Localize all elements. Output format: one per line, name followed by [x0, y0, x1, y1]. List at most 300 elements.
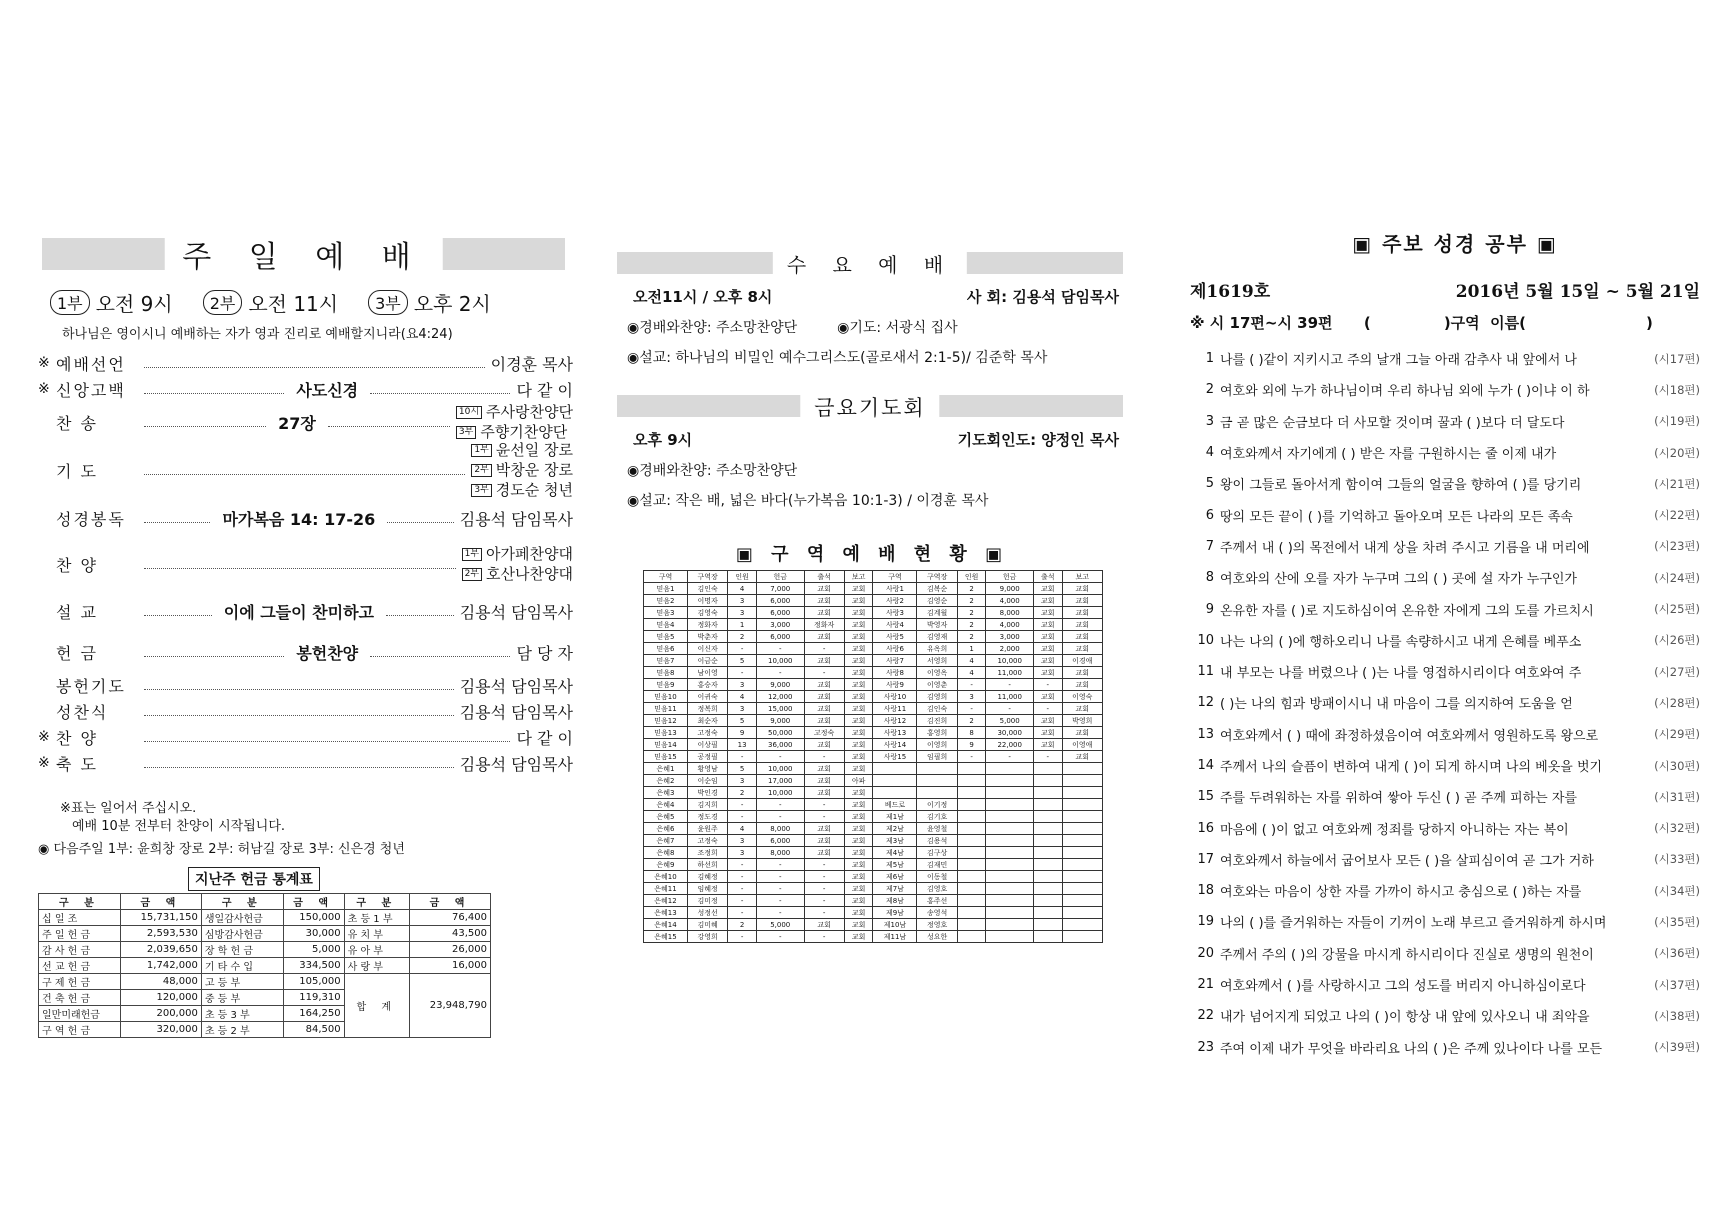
district-cell: 김계월	[917, 607, 957, 619]
district-cell	[986, 859, 1034, 871]
service-tag: 1부	[462, 548, 482, 561]
district-cell: 사랑15	[873, 751, 917, 763]
sunday-title: 주 일 예 배	[164, 232, 443, 276]
district-cell: 공정필	[688, 751, 728, 763]
question-number: 14	[1197, 758, 1214, 773]
question-item	[1190, 625, 1700, 656]
offering-cell: 유 아 부	[344, 942, 409, 958]
service-time-text: 오전 11시	[248, 292, 339, 316]
district-cell: 교회	[844, 799, 873, 811]
district-cell: 이기정	[917, 799, 957, 811]
order-leader: 김용석 담임목사	[459, 754, 573, 774]
district-cell	[957, 823, 986, 835]
offering-cell: 선 교 헌 금	[39, 958, 121, 974]
issue-number: 제1619호	[1190, 282, 1271, 302]
question-text: 땅의 모든 끝이 ( )를 기억하고 돌아오며 모든 나라의 모든 족속	[1220, 509, 1573, 525]
district-header-row	[644, 571, 1103, 583]
friday-title-bar	[617, 395, 1123, 420]
district-cell: 3,000	[986, 631, 1034, 643]
district-cell: 교회	[1062, 679, 1102, 691]
bible-study-column	[1190, 228, 1700, 1063]
order-person	[456, 422, 573, 442]
district-cell: 교회	[844, 907, 873, 919]
district-cell: 7,000	[756, 583, 804, 595]
question-ref: (시31편)	[1654, 789, 1700, 804]
district-cell: 박인경	[688, 787, 728, 799]
district-cell: 5	[728, 655, 757, 667]
district-cell	[986, 763, 1034, 775]
district-cell: 믿음13	[644, 727, 688, 739]
district-cell	[957, 787, 986, 799]
district-cell: 믿음2	[644, 595, 688, 607]
district-cell: 은혜4	[644, 799, 688, 811]
offering-cell: 43,500	[409, 926, 490, 942]
district-row	[644, 691, 1103, 703]
question-text: 내가 넘어지게 되었고 나의 ( )이 항상 내 앞에 있사오니 내 죄악을	[1220, 1010, 1590, 1026]
district-header-cell: 보고	[1062, 571, 1102, 583]
district-table	[643, 570, 1103, 943]
service-tag: 1부	[471, 444, 491, 457]
district-header-cell: 구역장	[688, 571, 728, 583]
offering-cell: 구 제 헌 금	[39, 974, 121, 990]
order-label: 찬 양	[56, 728, 98, 748]
offering-cell: 84,500	[283, 1022, 344, 1038]
district-cell	[986, 811, 1034, 823]
offering-cell: 건 축 헌 금	[39, 990, 121, 1006]
district-cell: -	[804, 751, 844, 763]
study-dates: 2016년 5월 15일 ~ 5월 21일	[1455, 282, 1700, 302]
question-ref: (시34편)	[1654, 883, 1700, 898]
district-cell	[986, 883, 1034, 895]
district-row	[644, 619, 1103, 631]
district-cell: -	[728, 751, 757, 763]
district-cell: 강영희	[688, 931, 728, 943]
district-cell: 임필희	[917, 751, 957, 763]
order-label: 성찬식	[56, 702, 109, 722]
district-cell	[1033, 871, 1062, 883]
district-cell: 2	[728, 787, 757, 799]
friday-title: 금요기도회	[800, 392, 939, 422]
question-number: 18	[1197, 883, 1214, 899]
district-cell: 교회	[804, 919, 844, 931]
leader-dots	[144, 615, 212, 616]
district-cell: 은혜6	[644, 823, 688, 835]
district-cell	[957, 883, 986, 895]
question-item	[1190, 1032, 1700, 1063]
district-cell: 홍영희	[917, 727, 957, 739]
district-row	[644, 799, 1103, 811]
leader-dots	[144, 767, 454, 768]
district-cell	[1033, 811, 1062, 823]
district-cell: 교회	[844, 739, 873, 751]
district-cell: 이영희	[917, 739, 957, 751]
question-ref: (시26편)	[1654, 633, 1700, 648]
district-cell: 믿음12	[644, 715, 688, 727]
district-row	[644, 595, 1103, 607]
district-cell: 정도경	[688, 811, 728, 823]
question-text: 여호와의 산에 오를 자가 누구며 그의 ( ) 곳에 설 자가 누구인가	[1220, 572, 1577, 588]
question-number: 5	[1205, 476, 1214, 492]
question-ref: (시19편)	[1654, 414, 1700, 429]
offering-cell: 1,742,000	[120, 958, 201, 974]
district-cell: 교회	[804, 787, 844, 799]
district-cell: 제8남	[873, 895, 917, 907]
order-people	[471, 440, 573, 500]
wednesday-host: 사 회: 김용석 담임목사	[966, 288, 1119, 306]
district-row	[644, 919, 1103, 931]
question-item	[1190, 406, 1700, 437]
study-range: ※ 시 17편~시 39편 ( )구역 이름( )	[1190, 314, 1653, 332]
district-cell: 은혜14	[644, 919, 688, 931]
wednesday-praise: ◉경배와찬양: 주소망찬양단	[627, 320, 798, 336]
district-cell: 교회	[1033, 607, 1062, 619]
offering-cell: 주 일 헌 금	[39, 926, 121, 942]
district-cell	[917, 775, 957, 787]
question-item	[1190, 437, 1700, 468]
district-cell: 3	[728, 703, 757, 715]
district-cell: 베드로	[873, 799, 917, 811]
offering-cell: 고 등 부	[201, 974, 283, 990]
service-time-text: 오후 2시	[413, 292, 491, 316]
district-cell: 이상필	[688, 739, 728, 751]
order-row	[38, 350, 573, 376]
district-cell: 정화자	[688, 619, 728, 631]
district-cell: 교회	[844, 703, 873, 715]
district-cell	[917, 763, 957, 775]
order-row	[38, 724, 573, 750]
leader-dots	[144, 715, 454, 716]
district-cell: 제11남	[873, 931, 917, 943]
order-label: 성경봉독	[56, 509, 126, 529]
district-row	[644, 811, 1103, 823]
district-cell: 고정숙	[688, 835, 728, 847]
district-header-cell: 헌금	[756, 571, 804, 583]
district-cell: 15,000	[756, 703, 804, 715]
order-row	[38, 402, 573, 442]
district-cell: 교회	[1062, 703, 1102, 715]
district-cell: 2	[957, 583, 986, 595]
district-cell	[986, 775, 1034, 787]
district-cell: 송영석	[917, 907, 957, 919]
offering-cell: 생일감사헌금	[201, 910, 283, 926]
district-cell: 윤영철	[917, 823, 957, 835]
order-people	[456, 402, 573, 442]
district-cell: 10,000	[756, 655, 804, 667]
district-cell: 사랑7	[873, 655, 917, 667]
district-cell: 박춘자	[688, 631, 728, 643]
district-cell	[957, 847, 986, 859]
district-cell: -	[756, 931, 804, 943]
district-cell	[1062, 931, 1102, 943]
district-cell: 13	[728, 739, 757, 751]
district-cell: 교회	[844, 751, 873, 763]
district-cell	[1033, 799, 1062, 811]
question-text: 주를 두려워하는 자를 위하여 쌓아 두신 ( ) 곧 주께 피하는 자를	[1220, 791, 1577, 807]
question-item	[1190, 1000, 1700, 1031]
wednesday-info	[633, 286, 1119, 307]
order-row	[38, 590, 573, 632]
district-cell: 이신자	[688, 643, 728, 655]
district-cell	[957, 835, 986, 847]
offering-body	[39, 910, 491, 1038]
offering-total-value: 23,948,790	[409, 974, 490, 1038]
district-row	[644, 607, 1103, 619]
question-number: 17	[1197, 851, 1214, 867]
district-cell: -	[756, 751, 804, 763]
district-cell: 은혜12	[644, 895, 688, 907]
district-cell: 3	[728, 835, 757, 847]
theme-verse: 하나님은 영이시니 예배하는 자가 영과 진리로 예배할지니라(요4:24)	[62, 327, 453, 342]
district-row	[644, 931, 1103, 943]
district-cell: 교회	[844, 847, 873, 859]
offering-cell: 320,000	[120, 1022, 201, 1038]
leader-dots	[144, 474, 465, 475]
district-cell: 3	[957, 691, 986, 703]
district-cell: 이경애	[1062, 655, 1102, 667]
question-number: 9	[1205, 601, 1214, 617]
district-cell: 22,000	[986, 739, 1034, 751]
district-cell: 사랑3	[873, 607, 917, 619]
district-cell	[1033, 931, 1062, 943]
district-cell: 정영호	[917, 919, 957, 931]
district-cell: -	[756, 895, 804, 907]
district-cell: 9,000	[986, 583, 1034, 595]
district-cell: -	[756, 811, 804, 823]
order-label: 설 교	[56, 602, 98, 622]
district-cell: -	[804, 895, 844, 907]
leader-dots	[144, 393, 284, 394]
district-cell: 믿음6	[644, 643, 688, 655]
district-cell: -	[957, 679, 986, 691]
district-cell: 교회	[1062, 727, 1102, 739]
order-leader: 이경훈 목사	[490, 354, 573, 374]
order-leader: 김용석 담임목사	[459, 509, 573, 529]
district-cell: 교회	[804, 631, 844, 643]
district-cell: 교회	[804, 655, 844, 667]
district-cell: -	[804, 907, 844, 919]
question-text: 주께서 나의 슬픔이 변하여 내게 ( )이 되게 하시며 나의 베옷을 벗기	[1220, 760, 1603, 775]
district-cell: 교회	[1033, 583, 1062, 595]
district-cell	[957, 907, 986, 919]
question-text: 금 곧 많은 순금보다 더 사모할 것이며 꿀과 ( )보다 더 달도다	[1220, 415, 1565, 431]
district-cell	[1033, 907, 1062, 919]
order-person	[462, 544, 573, 564]
district-cell: -	[1033, 751, 1062, 763]
district-cell: 제4남	[873, 847, 917, 859]
district-row	[644, 907, 1103, 919]
district-cell: -	[804, 859, 844, 871]
order-row	[38, 672, 573, 698]
district-cell: -	[756, 871, 804, 883]
service-tag: 2부	[462, 568, 482, 581]
order-person	[471, 480, 573, 500]
district-cell: 5	[728, 763, 757, 775]
question-text: 여호와 외에 누가 하나님이며 우리 하나님 외에 누가 ( )이냐 이 하	[1220, 384, 1590, 400]
district-cell: 김혜정	[688, 871, 728, 883]
leader-dots	[328, 426, 450, 427]
offering-cell: 105,000	[283, 974, 344, 990]
question-item	[1190, 750, 1700, 781]
question-item	[1190, 844, 1700, 875]
order-label: 기 도	[56, 461, 98, 481]
district-cell: 김영호	[917, 883, 957, 895]
district-cell: 3	[728, 775, 757, 787]
question-text: 나는 나의 ( )에 행하오리니 나를 속량하시고 내게 은혜를 베푸소	[1220, 634, 1582, 650]
person-name: 주사랑찬양단	[486, 403, 573, 421]
district-cell: 김미혜	[688, 919, 728, 931]
stand-mark: ※	[38, 381, 50, 397]
district-row	[644, 667, 1103, 679]
district-cell: 교회	[844, 643, 873, 655]
district-cell	[957, 859, 986, 871]
district-cell: 교회	[804, 607, 844, 619]
district-cell: 믿음4	[644, 619, 688, 631]
offering-cell: 사 랑 부	[344, 958, 409, 974]
order-people	[462, 544, 573, 584]
district-cell: 6,000	[756, 595, 804, 607]
order-label: 찬 송	[56, 413, 98, 433]
district-cell: 이영춘	[917, 679, 957, 691]
district-cell	[1033, 775, 1062, 787]
leader-dots	[144, 689, 454, 690]
question-ref: (시18편)	[1654, 382, 1700, 397]
district-header-cell: 구역	[644, 571, 688, 583]
study-title: ▣ 주보 성경 공부 ▣	[1352, 232, 1558, 256]
district-cell: 조정희	[688, 847, 728, 859]
offering-table-title: 지난주 헌금 통계표	[188, 867, 320, 891]
district-cell: 믿음7	[644, 655, 688, 667]
service-badge: 1부	[50, 290, 90, 315]
district-cell: -	[756, 643, 804, 655]
offering-header-cell: 금 액	[409, 894, 490, 910]
order-item: 사도신경	[296, 380, 359, 400]
district-cell: 1	[728, 619, 757, 631]
district-cell	[1033, 763, 1062, 775]
district-cell	[986, 787, 1034, 799]
district-cell: 이영애	[1062, 739, 1102, 751]
friday-sermon: ◉설교: 작은 배, 넓은 바다(누가복음 10:1-3) / 이경훈 목사	[627, 493, 989, 509]
order-item: 마가복음 14: 17-26	[222, 509, 376, 529]
district-cell: 교회	[804, 847, 844, 859]
district-cell: -	[804, 871, 844, 883]
question-item	[1190, 468, 1700, 499]
district-cell	[957, 895, 986, 907]
offering-header-cell: 구 분	[344, 894, 409, 910]
offering-header-cell: 금 액	[120, 894, 201, 910]
question-item	[1190, 969, 1700, 1000]
question-item	[1190, 593, 1700, 624]
order-person	[471, 440, 573, 460]
district-row	[644, 679, 1103, 691]
district-cell: -	[986, 703, 1034, 715]
district-cell: 김영희	[917, 691, 957, 703]
question-list	[1190, 343, 1700, 1063]
service-time-2	[203, 288, 338, 317]
district-cell: 김지희	[688, 799, 728, 811]
district-cell: 교회	[844, 655, 873, 667]
district-cell: 사랑13	[873, 727, 917, 739]
district-cell	[1062, 847, 1102, 859]
district-cell	[986, 919, 1034, 931]
district-cell: 11,000	[986, 691, 1034, 703]
question-ref: (시36편)	[1654, 946, 1700, 961]
district-cell: 믿음1	[644, 583, 688, 595]
district-cell: 교회	[804, 703, 844, 715]
district-cell: 교회	[844, 619, 873, 631]
district-cell	[1033, 787, 1062, 799]
district-cell	[1062, 871, 1102, 883]
district-cell: 교회	[804, 763, 844, 775]
question-item	[1190, 687, 1700, 718]
district-cell: 교회	[844, 667, 873, 679]
district-cell: 박영자	[917, 619, 957, 631]
district-cell: 교회	[844, 835, 873, 847]
offering-cell: 76,400	[409, 910, 490, 926]
question-item	[1190, 719, 1700, 750]
district-cell: 교회	[844, 859, 873, 871]
district-header-cell: 구역	[873, 571, 917, 583]
district-cell: 10,000	[756, 787, 804, 799]
district-cell	[986, 847, 1034, 859]
question-text: 여호와께서 ( )를 사랑하시고 그의 성도를 버리지 아니하심이로다	[1220, 979, 1586, 995]
question-text: 여호와는 마음이 상한 자를 가까이 하시고 충심으로 ( )하는 자를	[1220, 885, 1582, 901]
service-times	[50, 288, 573, 317]
district-cell: 교회	[844, 583, 873, 595]
district-cell: 4,000	[986, 595, 1034, 607]
offering-table	[38, 893, 491, 1038]
question-item	[1190, 906, 1700, 937]
district-cell: 사랑1	[873, 583, 917, 595]
district-cell	[957, 799, 986, 811]
district-cell: 사랑11	[873, 703, 917, 715]
district-cell	[1033, 847, 1062, 859]
district-cell: 하선희	[688, 859, 728, 871]
question-ref: (시38편)	[1654, 1008, 1700, 1023]
district-cell: 남이영	[688, 667, 728, 679]
district-cell: 홍주선	[917, 895, 957, 907]
district-row	[644, 583, 1103, 595]
district-row	[644, 763, 1103, 775]
district-cell: 사랑12	[873, 715, 917, 727]
district-cell: 9	[957, 739, 986, 751]
order-label: 헌 금	[56, 643, 98, 663]
district-cell: 1	[957, 643, 986, 655]
district-cell: 17,000	[756, 775, 804, 787]
district-cell: 교회	[1033, 595, 1062, 607]
district-row	[644, 631, 1103, 643]
district-cell: 김용석	[917, 835, 957, 847]
district-cell: 믿음11	[644, 703, 688, 715]
district-row	[644, 655, 1103, 667]
order-item: 27장	[278, 413, 316, 433]
question-ref: (시29편)	[1654, 727, 1700, 742]
offering-header-cell: 구 분	[39, 894, 121, 910]
offering-cell: 심방감사헌금	[201, 926, 283, 942]
district-cell	[1033, 859, 1062, 871]
study-issue-row	[1190, 277, 1700, 302]
offering-row	[39, 958, 491, 974]
district-cell: 김진희	[917, 715, 957, 727]
district-cell: 교회	[804, 775, 844, 787]
district-cell: -	[728, 859, 757, 871]
order-label: 예배선언	[56, 354, 126, 374]
district-cell	[1033, 823, 1062, 835]
question-item	[1190, 562, 1700, 593]
district-cell: 교회	[1062, 751, 1102, 763]
district-cell: 교회	[844, 679, 873, 691]
district-cell: 교회	[1033, 715, 1062, 727]
order-person	[456, 402, 573, 422]
